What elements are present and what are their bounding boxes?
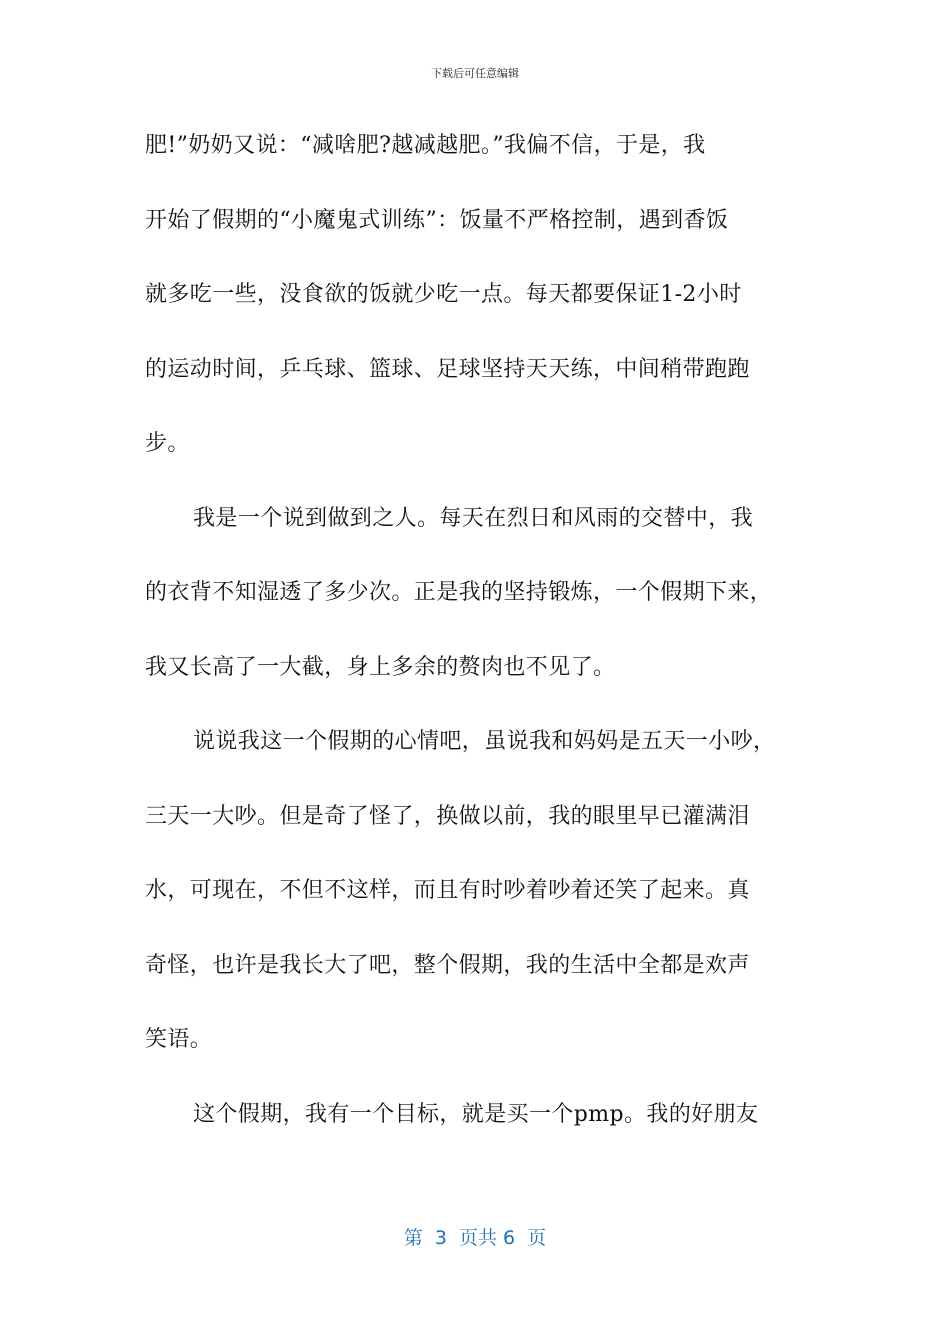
page-number: 第 3 页共 6 页 [403, 1227, 547, 1249]
text-line: 这个假期，我有一个目标，就是买一个pmp。我的好朋友 [193, 1101, 759, 1127]
text-line: 笑语。 [145, 1027, 213, 1052]
text-line: 的运动时间，乒乓球、篮球、足球坚持天天练，中间稍带跑跑 [145, 356, 750, 382]
document-body [145, 122, 810, 1165]
text-line: 说说我这一个假期的心情吧，虽说我和妈妈是五天一小吵， [193, 729, 776, 754]
text-line: 水，可现在，不但不这样，而且有时吵着吵着还笑了起来。真 [145, 878, 750, 903]
page-header: 下载后可任意编辑 [431, 67, 519, 80]
text-line: 步。 [145, 431, 190, 456]
text-line: 开始了假期的“小魔鬼式训练”：饭量不严格控制，遇到香饭 [145, 207, 729, 233]
text-line: 肥!”奶奶又说：“减啥肥?越减越肥。”我偏不信，于是，我 [145, 133, 706, 158]
text-line: 三天一大吵。但是奇了怪了，换做以前，我的眼里早已灌满泪 [145, 803, 750, 829]
text-line: 我是一个说到做到之人。每天在烈日和风雨的交替中，我 [193, 505, 754, 531]
text-line: 我又长高了一大截，身上多余的赘肉也不见了。 [145, 654, 616, 680]
page-footer [0, 1226, 950, 1250]
text-line: 的衣背不知湿透了多少次。正是我的坚持锻炼，一个假期下来， [145, 580, 773, 605]
text-line: 奇怪，也许是我长大了吧，整个假期，我的生活中全都是欢声 [145, 952, 750, 978]
text-line: 就多吃一些，没食欲的饭就少吃一点。每天都要保证1-2小时 [145, 282, 742, 307]
